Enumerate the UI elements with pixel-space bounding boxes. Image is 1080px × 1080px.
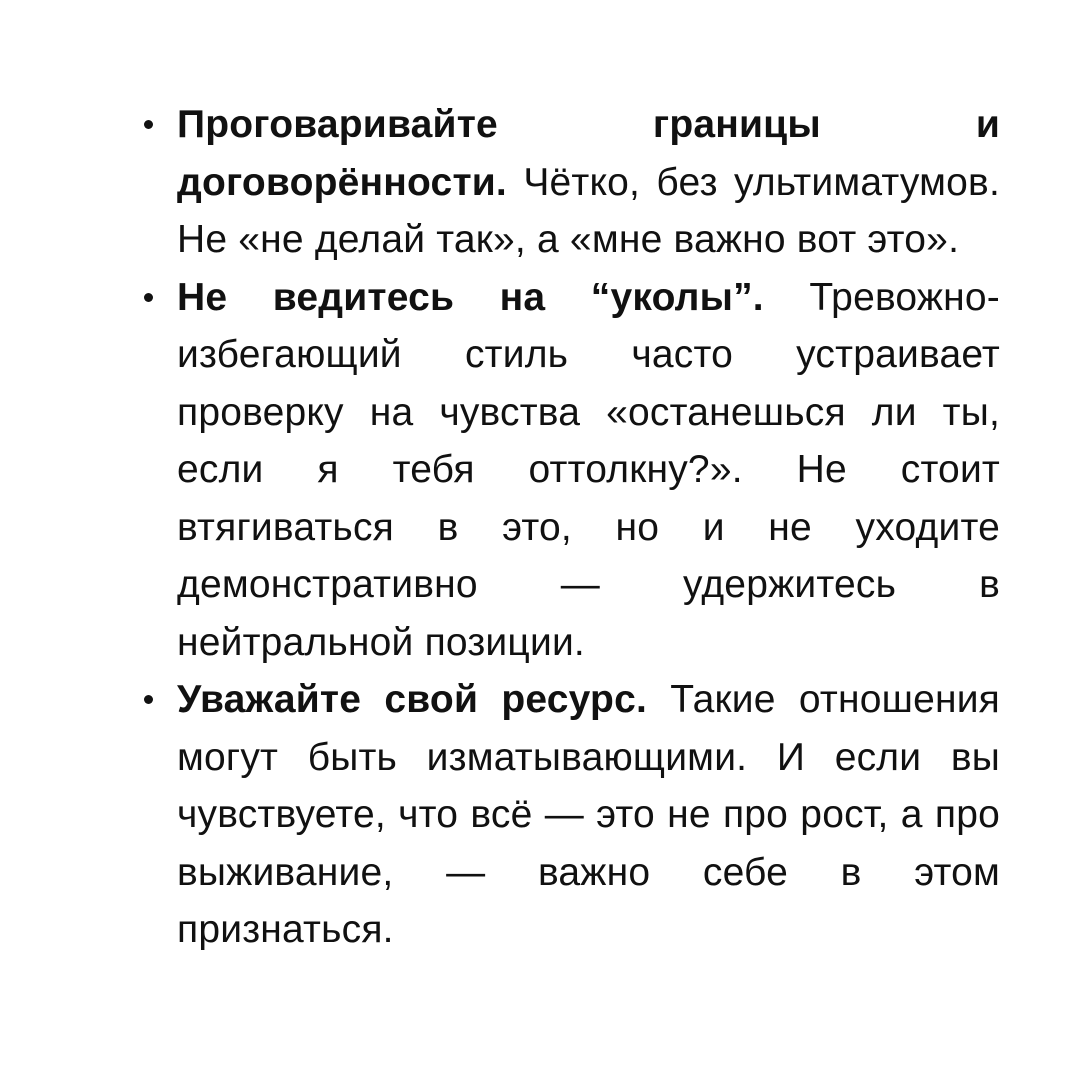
list-item (140, 96, 1000, 269)
list-item (140, 671, 1000, 959)
tip-body: Чётко, без ультиматумов. Не «не делай так», а «мне важно вот это». (177, 160, 1000, 261)
tip-body: Тревожно-избегающий стиль часто устраивает проверку на чувства «останешься ли ты, если я тебя оттолкну?». Не стоит втягиваться в это, но и не уходите демонстративно — удержитесь в нейтральной позиции. (177, 275, 1000, 664)
bullet-icon (144, 695, 153, 704)
tip-lead: Не ведитесь на “уколы”. (177, 275, 764, 319)
tip-body: Такие отношения могут быть изматывающими. И если вы чувствуете, что всё — это не про рост, а про выживание, — важно себе в этом признаться. (177, 678, 1001, 951)
tips-list (140, 96, 1000, 959)
tip-lead: Уважайте свой ресурс. (177, 678, 648, 721)
list-item (140, 269, 1000, 672)
bullet-icon (144, 293, 153, 302)
slide-content (140, 96, 1000, 959)
tip-lead: Проговаривайте границы и договорённости. (177, 103, 1000, 204)
bullet-icon (144, 120, 153, 129)
